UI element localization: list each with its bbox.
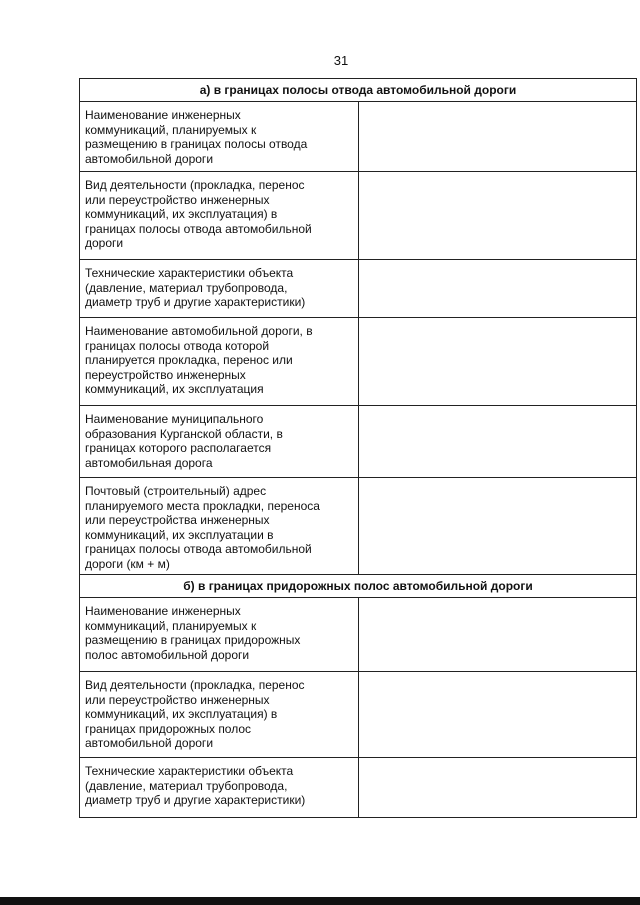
table-row: [80, 102, 637, 172]
table-row: [80, 758, 637, 818]
table-row: [80, 598, 637, 672]
section-header-row: [80, 575, 637, 598]
field-label: Наименование автомобильной дороги, в границах полосы отвода которой планируется прокладка, перенос или переустройство инженерных коммуникаций, их эксплуатация: [80, 318, 359, 406]
field-value-cell[interactable]: [358, 260, 637, 318]
table-row: [80, 260, 637, 318]
field-value-cell[interactable]: [358, 672, 637, 758]
table-row: [80, 478, 637, 575]
field-value-cell[interactable]: [358, 758, 637, 818]
table-row: [80, 672, 637, 758]
table-row: [80, 318, 637, 406]
application-form-table: [79, 78, 637, 818]
page-number: 31: [333, 53, 349, 68]
field-label: Вид деятельности (прокладка, перенос или переустройство инженерных коммуникаций, их эксплуатация) в границах придорожных полос автомобильной дороги: [80, 672, 359, 758]
section-header-row: [80, 79, 637, 102]
section-b-title: б) в границах придорожных полос автомобильной дороги: [80, 575, 637, 598]
field-value-cell[interactable]: [358, 598, 637, 672]
field-value-cell[interactable]: [358, 478, 637, 575]
field-label: Вид деятельности (прокладка, перенос или переустройство инженерных коммуникаций, их эксплуатация) в границах полосы отвода автомобильной дороги: [80, 172, 359, 260]
field-value-cell[interactable]: [358, 172, 637, 260]
field-value-cell[interactable]: [358, 318, 637, 406]
field-label: Технические характеристики объекта (давление, материал трубопровода, диаметр труб и другие характеристики): [80, 260, 359, 318]
field-value-cell[interactable]: [358, 102, 637, 172]
field-label: Наименование инженерных коммуникаций, планируемых к размещению в границах полосы отвода автомобильной дороги: [80, 102, 359, 172]
scan-bottom-edge: [0, 897, 640, 905]
table-row: [80, 406, 637, 478]
field-label: Почтовый (строительный) адрес планируемого места прокладки, переноса или переустройства инженерных коммуникаций, их эксплуатации в границах полосы отвода автомобильной дороги (км + м): [80, 478, 359, 575]
field-label: Наименование инженерных коммуникаций, планируемых к размещению в границах придорожных полос автомобильной дороги: [80, 598, 359, 672]
field-label: Наименование муниципального образования Курганской области, в границах которого располагается автомобильная дорога: [80, 406, 359, 478]
field-value-cell[interactable]: [358, 406, 637, 478]
field-label: Технические характеристики объекта (давление, материал трубопровода, диаметр труб и другие характеристики): [80, 758, 359, 818]
section-a-title: а) в границах полосы отвода автомобильной дороги: [80, 79, 637, 102]
table-row: [80, 172, 637, 260]
